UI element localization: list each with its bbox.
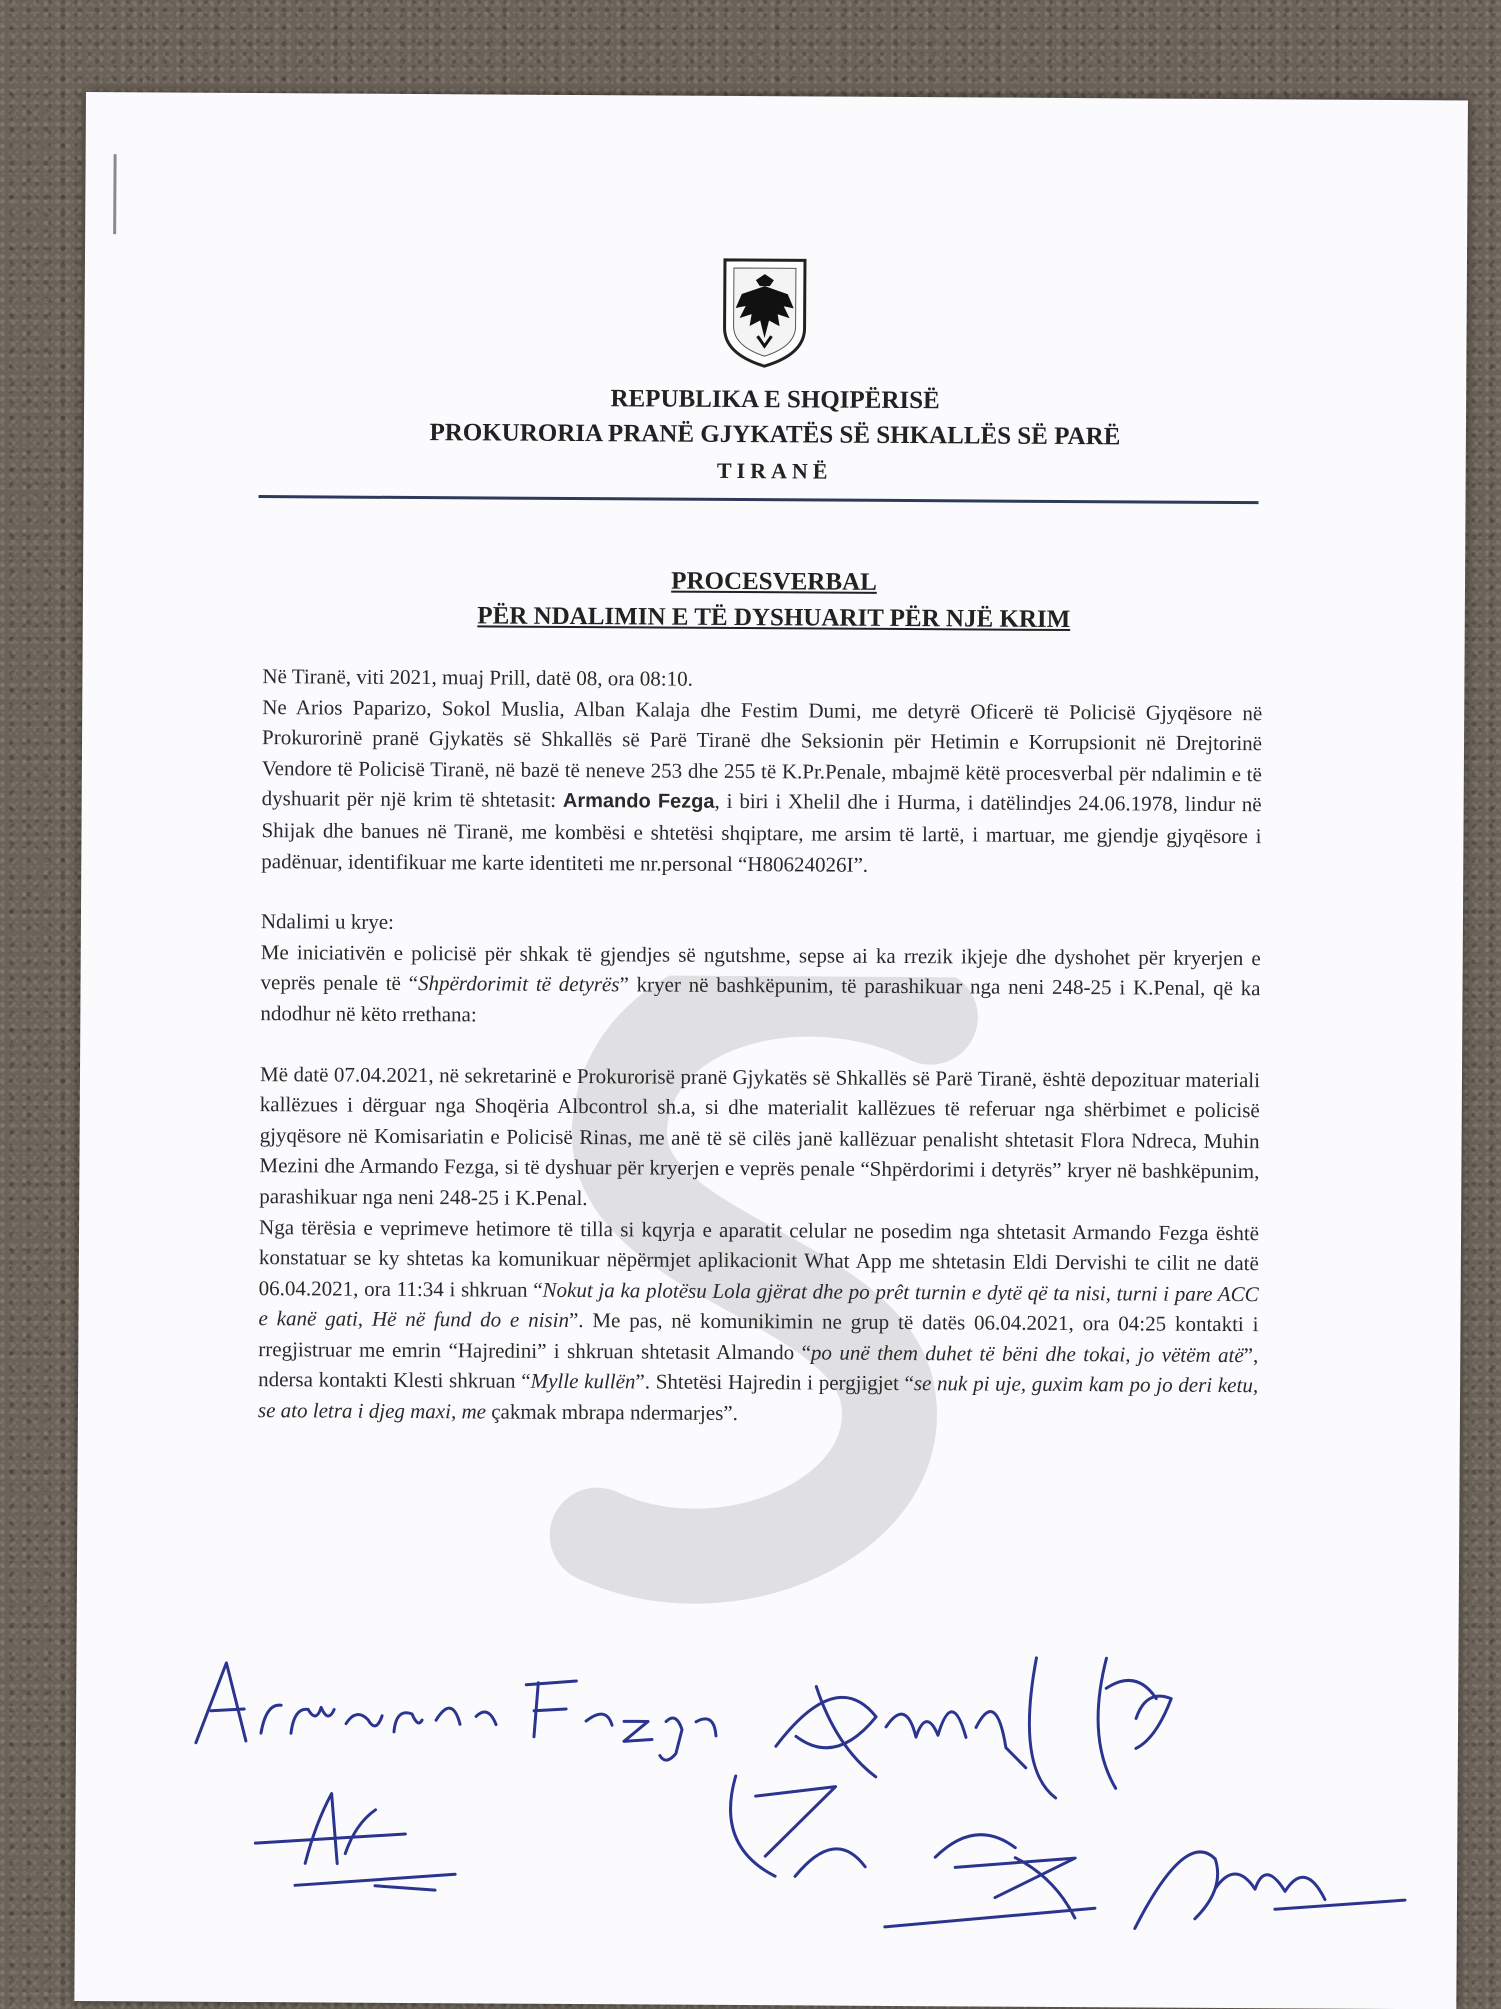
evidence-quote-4: se nuk pi uje, guxim kam po jo deri ketu, se ato letra i djeg maxi, me bbox=[257, 1371, 1259, 1424]
signature-3 bbox=[730, 1776, 866, 1877]
evidence-quote-1: Nokut ja ka plotësu Lola gjërat dhe po prêt turnin e dytë që ta nisi, turni i pare ACC e kanë gati, Hë në fund do e nisin bbox=[258, 1277, 1259, 1333]
header-city: TIRANË bbox=[716, 457, 833, 484]
paragraph-officers bbox=[261, 692, 1262, 883]
evidence-text-c: ”, ndersa kontakti Klesti shkruan “ bbox=[258, 1342, 1259, 1394]
document-title: PROCESVERBAL bbox=[671, 567, 877, 596]
paragraph-officers-rest: , i biri i Xhelil dhe i Hurma, i datëlindjes 24.06.1978, lindur në Shijak dhe banues në Tiranë, me kombësi e shtetësi shqiptare, me arsim të lartë, i martuar, me gjendje gjyqësore i padënuar, identifikuar me karte identiteti me nr.personal “H80624026I”. bbox=[261, 789, 1262, 877]
signature-initials-1 bbox=[255, 1793, 456, 1890]
date-line: Në Tiranë, viti 2021, muaj Prill, datë 08, ora 08:10. bbox=[262, 664, 693, 691]
paragraph-reason-b: ” kryer në bashkëpunim, të parashikuar nga neni 248-25 i K.Penal, që ka ndodhur në këto rrethana: bbox=[260, 972, 1261, 1027]
signature-6 bbox=[1135, 1852, 1405, 1931]
evidence-text-d: ”. Shtetësi Hajredin i pergjigjet “ bbox=[635, 1369, 914, 1396]
evidence-text-e: çakmak mbrapa ndermarjes”. bbox=[485, 1399, 738, 1426]
header-divider bbox=[259, 495, 1259, 504]
evidence-text-b: ”. Me pas, në komunikimin ne grup të datës 06.04.2021, ora 04:25 kontakti i rregjistruar me emrin “Hajredini” i shkruan shtetasit Almando “ bbox=[258, 1308, 1259, 1365]
paragraph-officers-text: Ne Arios Paparizo, Sokol Muslia, Alban Kalaja dhe Festim Dumi, me detyrë Oficerë të Policisë Gjyqësore në Prokurorinë pranë Gjykatës së Shkallës së Parë Tiranë dhe Seksionin për Hetimin e Korrupsionit në Drejtorinë Vendore të Policisë Tiranë, në bazë të neneve 253 dhe 255 të K.Pr.Penale, mbajmë këtë procesverbal për ndalimin e të dyshuarit për një krim të shtetasit: bbox=[261, 694, 1263, 813]
document-page bbox=[74, 92, 1468, 2009]
offense-name: Shpërdorimit të detyrës bbox=[417, 971, 620, 997]
evidence-quote-3: Mylle kullën bbox=[530, 1369, 636, 1394]
document-body bbox=[258, 661, 1263, 1432]
staple bbox=[113, 154, 116, 234]
coat-of-arms-icon bbox=[719, 256, 810, 369]
evidence-text-a: Nga tërësia e veprimeve hetimore të tilla si kqyrja e aparatit celular ne posedim nga shtetasit Armando Fezga është konstatuar se ky shtetas ka komunikuar nëpërmjet aplikacionit What App me shtetasin Eldi Dervishi te cilit ne datë 06.04.2021, ora 11:34 i shkruan “ bbox=[258, 1214, 1260, 1302]
signature-4 bbox=[1098, 1658, 1172, 1788]
signature-5 bbox=[885, 1834, 1096, 1928]
paragraph-reason-a: Me iniciativën e policisë për shkak të gjendjes së ngutshme, sepse ai ka rrezik ikjeje dhe dyshohet për kryerjen e veprës penale të “ bbox=[260, 939, 1261, 996]
paragraph-circumstances: Më datë 07.04.2021, në sekretarinë e Prokurorisë pranë Gjykatës së Shkallës së Parë Tiranë, është depozituar materiali kallëzues i dërguar nga Shoqëria Albcontrol sh.a, si dhe materialit kallëzues të referuar nga shërbimet e policisë gjyqësore në Komisariatin e Policisë Rinas, me anë të së cilës janë kallëzuar penalisht shtetasit Flora Ndreca, Muhin Mezini dhe Armando Fezga, si të dyshuar për kryerjen e veprës penale “Shpërdorimi i detyrës” kryer në bashkëpunim, parashikuar nga neni 248-25 i K.Penal. bbox=[259, 1061, 1261, 1210]
document-subtitle: PËR NDALIMIN E TË DYSHUARIT PËR NJË KRIM bbox=[477, 602, 1071, 634]
suspect-name: Armando Fezga bbox=[562, 790, 715, 814]
signatures-area bbox=[75, 1622, 1459, 1970]
paragraph-reason bbox=[260, 937, 1261, 1035]
signature-2 bbox=[776, 1656, 1057, 1798]
signature-armando-fezga bbox=[196, 1663, 717, 1761]
paragraph-evidence bbox=[258, 1212, 1259, 1432]
header-republic: REPUBLIKA E SHQIPËRISË bbox=[610, 385, 940, 415]
header-prosecution-office: PROKURORIA PRANË GJYKATËS SË SHKALLËS SË PARË bbox=[429, 419, 1121, 451]
evidence-quote-2: po unë them duhet të bëni dhe tokai, jo vëtëm atë bbox=[810, 1340, 1244, 1367]
section-heading: Ndalimi u krye: bbox=[260, 909, 394, 935]
